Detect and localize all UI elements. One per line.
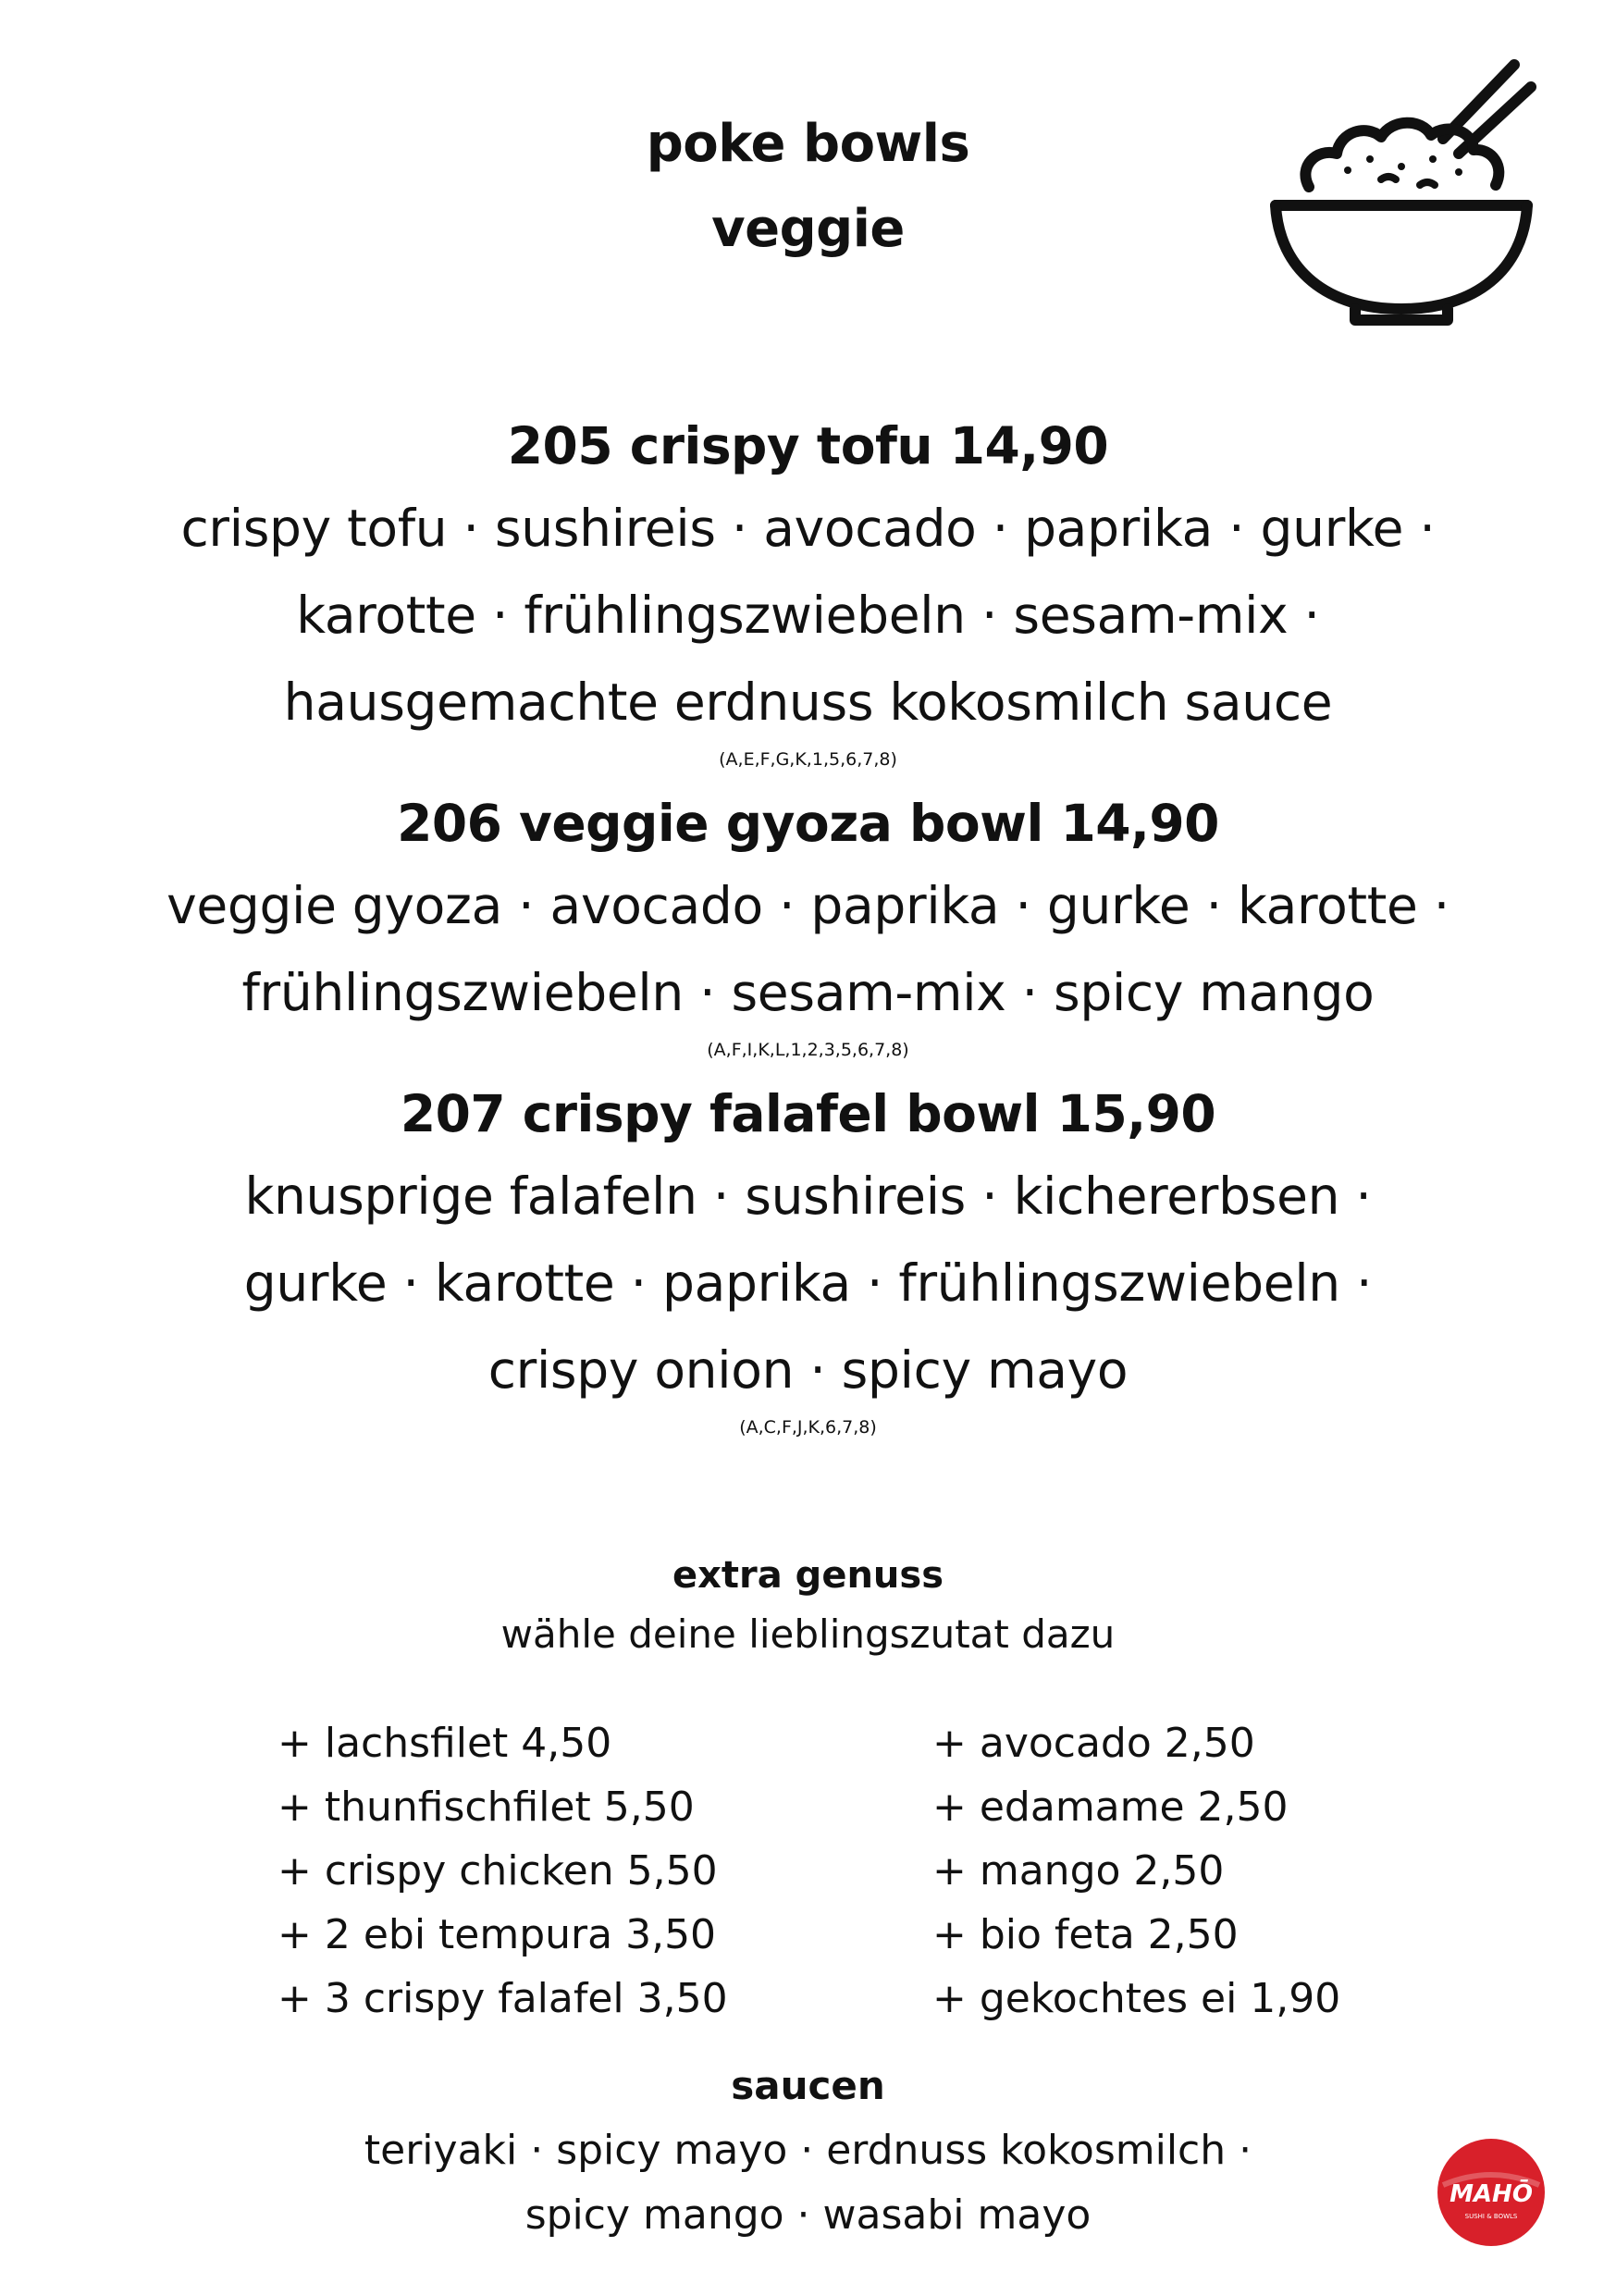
item-description-line: hausgemachte erdnuss kokosmilch sauce: [283, 673, 1333, 732]
extra-item: + 2 ebi tempura 3,50: [278, 1911, 717, 1958]
item-heading: 207 crispy falafel bowl 15,90: [400, 1084, 1216, 1143]
extra-item: + crispy chicken 5,50: [278, 1847, 718, 1895]
item-description-line: gurke · karotte · paprika · frühlingszwiebeln ·: [243, 1253, 1373, 1313]
extras-title: extra genuss: [672, 1554, 944, 1597]
sauces-title: saucen: [731, 2063, 885, 2108]
sauces-line: spicy mango · wasabi mayo: [524, 2191, 1092, 2239]
extra-item: + lachsfilet 4,50: [278, 1720, 612, 1767]
extra-item: + gekochtes ei 1,90: [932, 1975, 1341, 2022]
item-allergens: (A,E,F,G,K,1,5,6,7,8): [719, 749, 897, 770]
item-description-line: frühlingszwiebeln · sesam-mix · spicy mango: [241, 963, 1375, 1022]
menu-items: [0, 407, 1616, 1452]
logo-wordmark: MAHŌ: [1449, 2180, 1533, 2208]
menu-item-205: [0, 407, 1616, 773]
extra-item: + 3 crispy falafel 3,50: [278, 1975, 728, 2022]
extra-item: + bio feta 2,50: [932, 1911, 1239, 1958]
extra-item: + edamame 2,50: [932, 1784, 1289, 1831]
item-heading: 205 crispy tofu 14,90: [507, 416, 1109, 475]
extra-item: + mango 2,50: [932, 1847, 1225, 1895]
extras-column-right: [932, 1711, 1340, 2031]
item-heading: 206 veggie gyoza bowl 14,90: [397, 794, 1219, 853]
item-allergens: (A,C,F,J,K,6,7,8): [739, 1417, 877, 1438]
menu-item-207: [0, 1075, 1616, 1441]
item-description-line: knusprige falafeln · sushireis · kichererbsen ·: [244, 1167, 1372, 1226]
title-line-1: poke bowls: [646, 114, 970, 174]
sauces-line: teriyaki · spicy mayo · erdnuss kokosmilch ·: [364, 2127, 1252, 2174]
rice-bowl-chopsticks-icon: [1263, 57, 1540, 335]
item-description-line: crispy tofu · sushireis · avocado · paprika · gurke ·: [180, 499, 1436, 558]
extras-section: [0, 1545, 1616, 1663]
extra-item: + avocado 2,50: [932, 1720, 1255, 1767]
title-line-2: veggie: [711, 199, 905, 259]
extra-item: + thunfischfilet 5,50: [278, 1784, 695, 1831]
item-description-line: veggie gyoza · avocado · paprika · gurke · karotte ·: [167, 876, 1449, 935]
logo-tagline: SUSHI & BOWLS: [1464, 2213, 1518, 2220]
extras-subtitle: wähle deine lieblingszutat dazu: [500, 1611, 1116, 1657]
item-allergens: (A,F,I,K,L,1,2,3,5,6,7,8): [707, 1040, 909, 1060]
item-description-line: crispy onion · spicy mayo: [487, 1340, 1129, 1400]
item-description-line: karotte · frühlingszwiebeln · sesam-mix ·: [296, 586, 1320, 645]
menu-item-206: [0, 784, 1616, 1064]
sauces-section: [0, 2054, 1616, 2248]
maho-logo: [1436, 2137, 1547, 2248]
extras-column-left: [278, 1711, 728, 2031]
